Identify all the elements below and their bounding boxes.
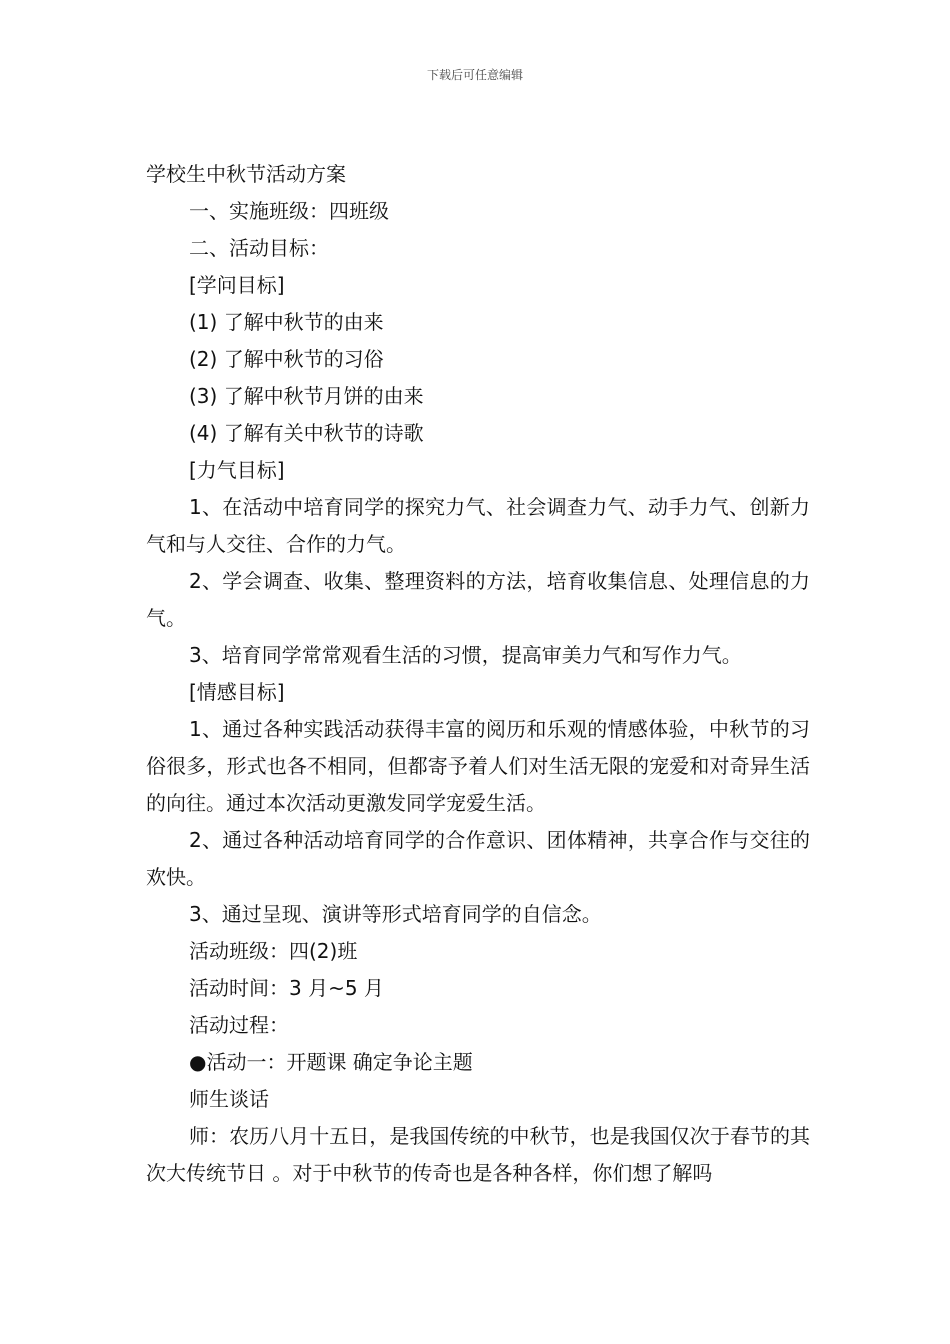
header-note: 下载后可任意编辑 — [426, 68, 523, 82]
emotion-goal-1: 1、通过各种实践活动获得丰富的阅历和乐观的情感体验，中秋节的习俗很多，形式也各不相同，但都寄予着人们对生活无限的宠爱和对奇异生活的向往。通过本次活动更激发同学宠爱生活。 — [146, 717, 810, 815]
knowledge-goal-4: (4) 了解有关中秋节的诗歌 — [189, 421, 424, 445]
knowledge-goal-3: (3) 了解中秋节月饼的由来 — [189, 384, 424, 408]
activity-class-line: 活动班级：四(2)班 — [189, 939, 358, 963]
activity-process-heading: 活动过程： — [189, 1013, 289, 1037]
emotion-goal-2: 2、通过各种活动培育同学的合作意识、团体精神，共享合作与交往的欢快。 — [146, 828, 810, 889]
knowledge-goals-heading: [学问目标] — [189, 273, 285, 297]
teacher-paragraph: 师：农历八月十五日，是我国传统的中秋节，也是我国仅次于春节的其次大传统节日 。对于中秋节的传奇也是各种各样，你们想了解吗 — [146, 1124, 810, 1185]
knowledge-goal-1: (1) 了解中秋节的由来 — [189, 310, 384, 334]
dialogue-heading: 师生谈话 — [189, 1087, 269, 1111]
document-body — [146, 156, 810, 1192]
knowledge-goal-2: (2) 了解中秋节的习俗 — [189, 347, 384, 371]
ability-goal-3: 3、培育同学常常观看生活的习惯，提高审美力气和写作力气。 — [189, 643, 742, 667]
activity-time-line: 活动时间：3 月~5 月 — [189, 976, 384, 1000]
emotion-goal-3: 3、通过呈现、演讲等形式培育同学的自信念。 — [189, 902, 602, 926]
ability-goal-2: 2、学会调查、收集、整理资料的方法，培育收集信息、处理信息的力气。 — [146, 569, 810, 630]
emotion-goals-heading: [情感目标] — [189, 680, 285, 704]
ability-goals-heading: [力气目标] — [189, 458, 285, 482]
implement-class-line: 一、实施班级：四班级 — [189, 199, 389, 223]
goals-heading: 二、活动目标： — [189, 236, 329, 260]
ability-goal-1: 1、在活动中培育同学的探究力气、社会调查力气、动手力气、创新力气和与人交往、合作的力气。 — [146, 495, 810, 556]
activity-one-heading: ●活动一：开题课 确定争论主题 — [189, 1050, 473, 1074]
document-title: 学校生中秋节活动方案 — [146, 162, 346, 186]
